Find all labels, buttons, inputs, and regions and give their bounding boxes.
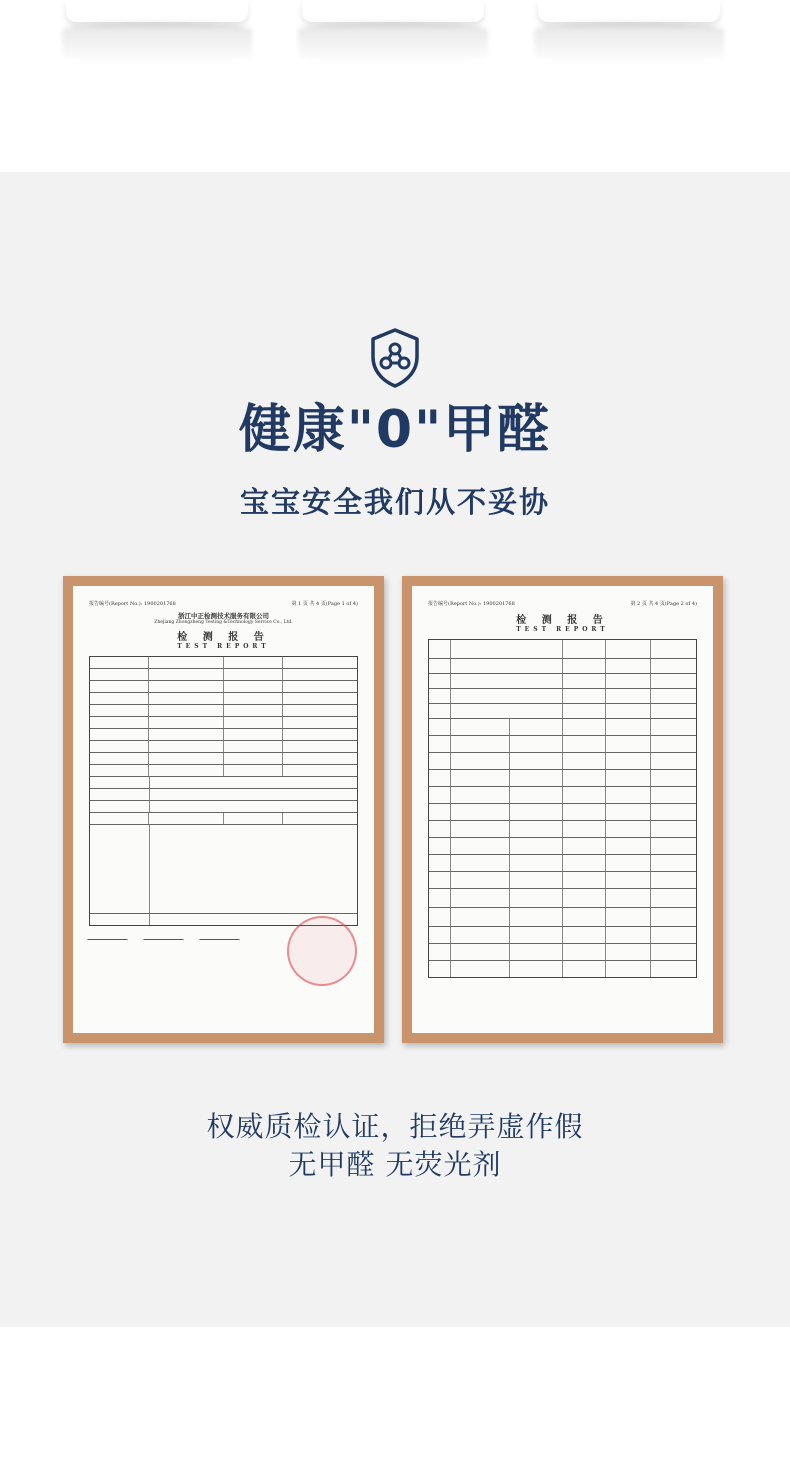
page-subtitle: 宝宝安全我们从不妥协 bbox=[239, 485, 550, 519]
report-frame bbox=[402, 576, 723, 1043]
signature bbox=[143, 931, 186, 940]
product-shadow bbox=[298, 22, 488, 64]
report-organization: 浙江中正检测技术服务有限公司 bbox=[178, 612, 269, 620]
bottom-spacer bbox=[0, 1327, 790, 1462]
report-number: 报告编号(Report No.): 1900201768 bbox=[89, 601, 176, 607]
report-page: 第 2 页 共 4 页(Page 2 of 4) bbox=[630, 601, 697, 607]
product-item bbox=[66, 0, 248, 22]
report-title: 检 测 报 告 bbox=[516, 615, 609, 626]
product-item bbox=[538, 0, 720, 22]
report-table bbox=[89, 656, 358, 926]
report-paper bbox=[73, 586, 374, 1033]
shield-molecule-icon bbox=[369, 327, 421, 389]
caption-line: 权威质检认证，拒绝弄虚作假 bbox=[206, 1110, 584, 1143]
report-title-en: TEST REPORT bbox=[177, 643, 270, 650]
report-frame bbox=[63, 576, 384, 1043]
signature bbox=[87, 931, 130, 940]
product-strip bbox=[0, 0, 790, 172]
signature bbox=[199, 931, 242, 940]
caption-line: 无甲醛 无荧光剂 bbox=[288, 1148, 502, 1181]
report-title: 检 测 报 告 bbox=[177, 632, 270, 643]
results-table bbox=[428, 639, 697, 978]
report-page: 第 1 页 共 4 页(Page 1 of 4) bbox=[291, 601, 358, 607]
product-item bbox=[302, 0, 484, 22]
product-shadow bbox=[62, 22, 252, 64]
report-title-en: TEST REPORT bbox=[516, 626, 609, 633]
page-title: 健康"0"甲醛 bbox=[238, 400, 552, 460]
report-paper bbox=[412, 586, 713, 1033]
product-shadow bbox=[534, 22, 724, 64]
report-number: 报告编号(Report No.): 1900201768 bbox=[428, 601, 515, 607]
report-organization-en: Zhejiang Zhongzheng Testing &Technology Service Co., Ltd. bbox=[154, 620, 293, 625]
official-seal bbox=[287, 916, 357, 986]
